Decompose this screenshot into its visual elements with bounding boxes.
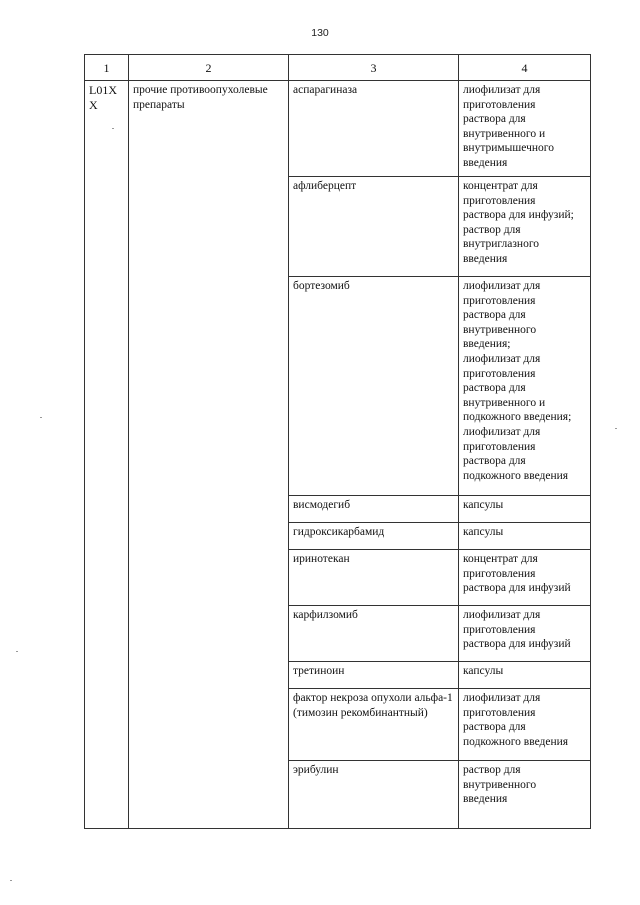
scan-speck [40, 417, 42, 418]
drug-group-cell: прочие противоопухолевые препараты [129, 81, 289, 829]
scan-speck [16, 651, 18, 652]
drug-name-cell: гидроксикарбамид [289, 523, 459, 550]
scan-speck [112, 128, 114, 129]
drug-table [84, 54, 591, 829]
dosage-form-cell: концентрат для приготовления раствора для инфузий [459, 550, 591, 606]
drug-name-cell: аспарагиназа [289, 81, 459, 177]
dosage-form-cell: капсулы [459, 496, 591, 523]
column-header-3: 3 [289, 55, 459, 81]
dosage-form-cell: раствор для внутривенного введения [459, 761, 591, 829]
page-number: 130 [311, 27, 329, 39]
drug-name-cell: третиноин [289, 662, 459, 689]
column-header-2: 2 [129, 55, 289, 81]
dosage-form-cell: лиофилизат для приготовления раствора для инфузий [459, 606, 591, 662]
scan-speck [10, 880, 12, 881]
atc-code-cell: L01XX [85, 81, 129, 829]
drug-name-cell: бортезомиб [289, 277, 459, 496]
table-row [85, 81, 591, 177]
table-header-row [85, 55, 591, 81]
scan-speck [615, 428, 617, 429]
drug-name-cell: висмодегиб [289, 496, 459, 523]
dosage-form-cell: лиофилизат для приготовления раствора для внутривенного введения; лиофилизат для приготовления раствора для внутривенного и подкожного введения; лиофилизат для приготовления раствора для подкожного введения [459, 277, 591, 496]
dosage-form-cell: капсулы [459, 662, 591, 689]
drug-name-cell: афлиберцепт [289, 177, 459, 277]
column-header-4: 4 [459, 55, 591, 81]
dosage-form-cell: капсулы [459, 523, 591, 550]
drug-name-cell: карфилзомиб [289, 606, 459, 662]
dosage-form-cell: лиофилизат для приготовления раствора для подкожного введения [459, 689, 591, 761]
dosage-form-cell: лиофилизат для приготовления раствора для внутривенного и внутримышечного введения [459, 81, 591, 177]
drug-name-cell: эрибулин [289, 761, 459, 829]
column-header-1: 1 [85, 55, 129, 81]
drug-name-cell: фактор некроза опухоли альфа-1 (тимозин рекомбинантный) [289, 689, 459, 761]
drug-name-cell: иринотекан [289, 550, 459, 606]
dosage-form-cell: концентрат для приготовления раствора для инфузий; раствор для внутриглазного введения [459, 177, 591, 277]
